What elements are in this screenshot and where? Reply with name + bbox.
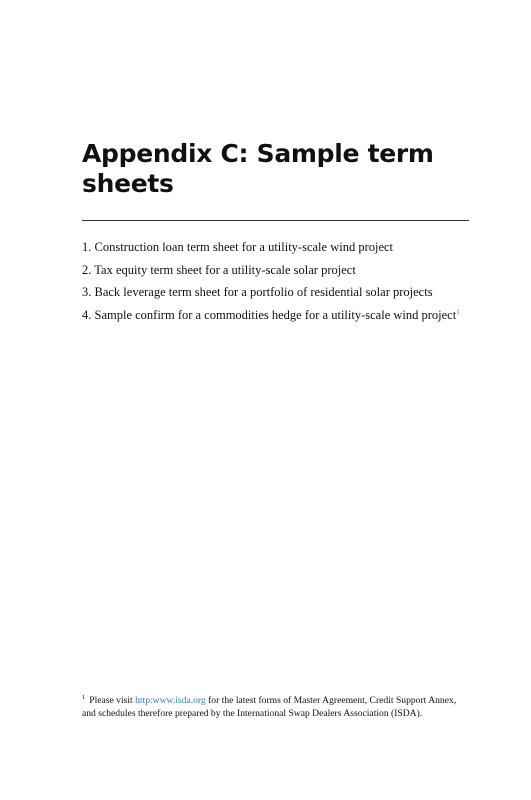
list-item: 4. Sample confirm for a commodities hedge for a utility-scale wind project$^1$ <box>82 307 460 322</box>
footnote-reference[interactable]: 1 <box>456 307 460 316</box>
title-line-2: sheets <box>82 169 174 198</box>
term-sheet-list <box>82 240 460 330</box>
footnote-marker: 1 <box>82 693 86 701</box>
footnote-text-before-link: Please visit <box>89 695 136 706</box>
footnote-line-2: and schedules therefore prepared by the International Swap Dealers Association (ISDA). <box>82 708 423 719</box>
footnote-line-1 <box>82 694 472 707</box>
isda-link[interactable]: http:www.isda.org <box>135 695 206 706</box>
list-item: 2. Tax equity term sheet for a utility-scale solar project <box>82 262 356 277</box>
title-line-1: Appendix C: Sample term <box>82 139 434 168</box>
footnote-text-after-link: for the latest forms of Master Agreement, Credit Support Annex, <box>205 695 457 706</box>
title-divider <box>82 220 469 221</box>
list-item: 1. Construction loan term sheet for a utility-scale wind project <box>82 240 394 254</box>
footnote <box>82 694 472 720</box>
list-item: 3. Back leverage term sheet for a portfolio of residential solar projects <box>82 285 433 299</box>
page-title <box>82 139 482 199</box>
